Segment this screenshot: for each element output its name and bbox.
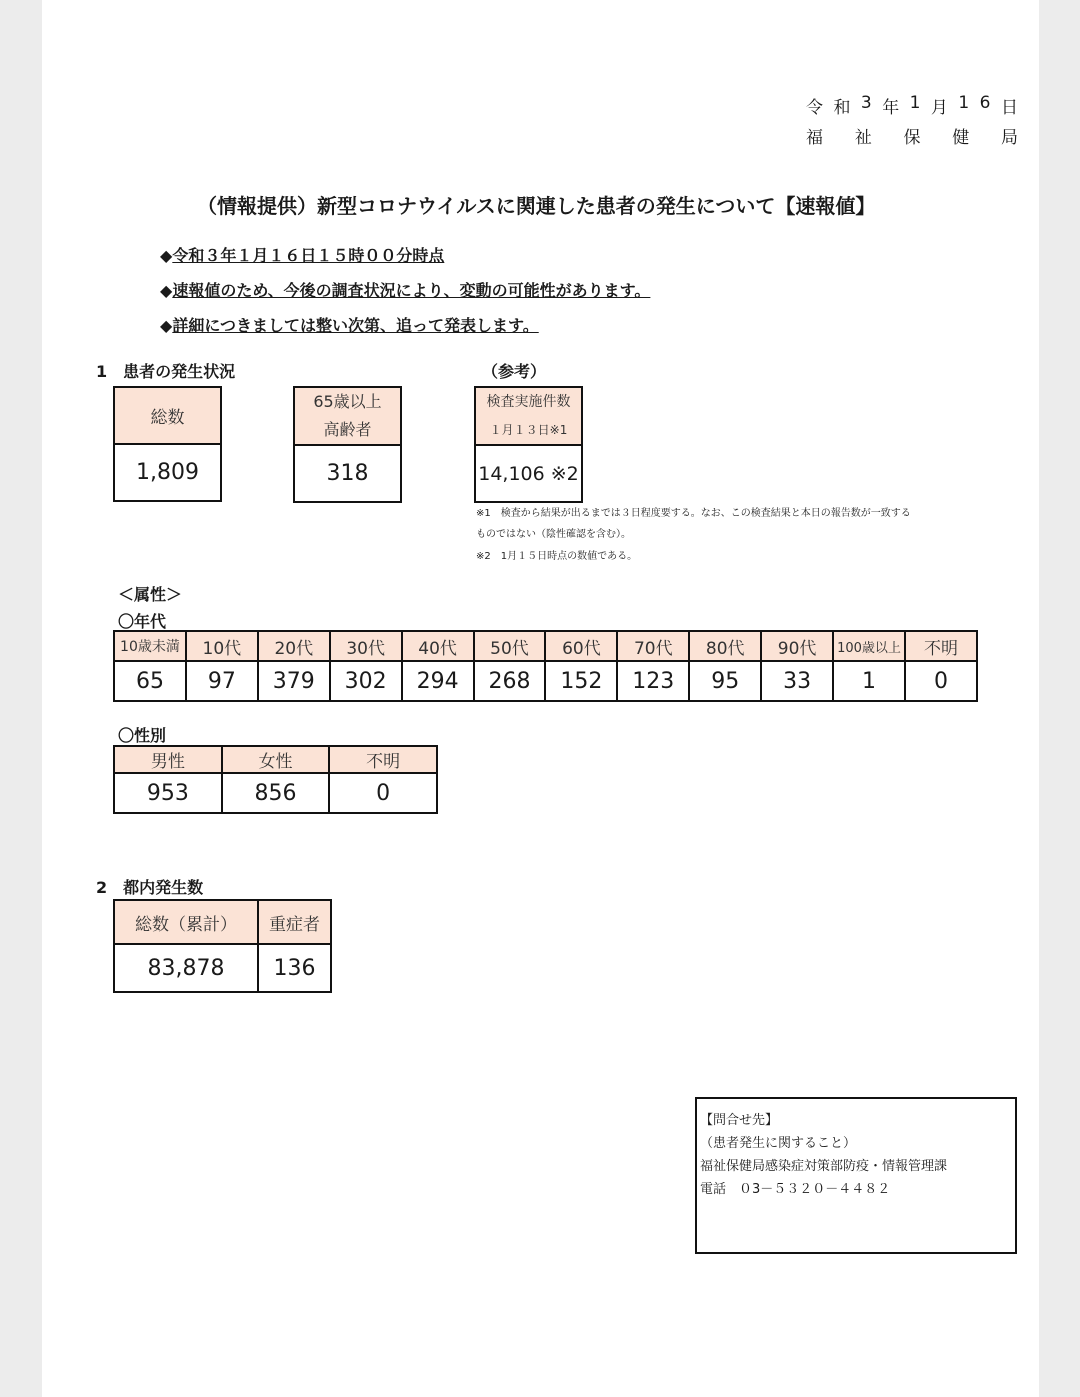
date-char: 1 [909, 93, 921, 113]
issue-date [806, 93, 1018, 118]
age-value: 1 [833, 661, 905, 701]
org-char: 局 [1001, 128, 1018, 148]
cumulative-total-label: 総数（累計） [114, 900, 258, 944]
contact-department: 福祉保健局感染症対策部防疫・情報管理課 [700, 1159, 948, 1174]
age-header: 30代 [330, 631, 402, 661]
gender-header: 女性 [222, 746, 330, 773]
age-header: 60代 [545, 631, 617, 661]
org-char: 保 [903, 128, 921, 148]
bullet-text: 令和３年１月１６日１５時００分時点 [172, 246, 445, 265]
date-char: 年 [882, 98, 900, 118]
severe-cases-label: 重症者 [258, 900, 331, 944]
age-header: 70代 [617, 631, 689, 661]
tests-value: 14,106 ※2 [475, 445, 582, 502]
contact-phone: 電話 ０3－５３２０－４４８２ [700, 1182, 891, 1197]
age-value: 302 [330, 661, 402, 701]
age-value: 0 [905, 661, 977, 701]
total-label: 総数 [114, 387, 221, 444]
gender-header: 男性 [114, 746, 222, 773]
bullet-marker: ◆ [160, 246, 173, 265]
age-table [113, 630, 978, 702]
cumulative-total-value: 83,878 [114, 944, 258, 992]
date-char: 日 [1000, 98, 1018, 118]
footnote-1: ※1 検査から結果が出るまでは３日程度要する。なお、この検査結果と本日の報告数が一致する [476, 508, 911, 519]
attributes-heading: ＜属性＞ [118, 585, 183, 604]
gender-table [113, 745, 438, 814]
age-value: 379 [258, 661, 330, 701]
age-header: 100歳以上 [833, 631, 905, 661]
age-value: 97 [186, 661, 258, 701]
age-value: 268 [474, 661, 546, 701]
age-value: 152 [545, 661, 617, 701]
age-header: 50代 [474, 631, 546, 661]
age-value: 95 [689, 661, 761, 701]
elderly-label-line1: 65歳以上 [313, 392, 382, 411]
bullet-timestamp [160, 243, 444, 266]
age-value: 123 [617, 661, 689, 701]
date-char: 令 [806, 98, 823, 118]
elderly-label [294, 387, 401, 445]
tokyo-cases-table [113, 899, 332, 993]
date-char: 和 [833, 98, 851, 118]
date-char: 6 [979, 93, 991, 113]
contact-subject: （患者発生に関すること） [700, 1136, 857, 1151]
age-header: 10代 [186, 631, 258, 661]
footnote-1-continued: ものではない（陰性確認を含む）。 [476, 529, 631, 540]
reference-label: （参考） [482, 362, 547, 381]
date-char: 1 [958, 93, 970, 113]
age-heading: 〇年代 [118, 612, 167, 631]
tests-table [474, 386, 583, 503]
gender-value: 856 [222, 773, 330, 813]
elderly-patients-table [293, 386, 402, 503]
bullet-preliminary-notice [160, 278, 650, 301]
contact-title: 【問合せ先】 [700, 1113, 779, 1128]
age-header: 10歳未満 [114, 631, 186, 661]
org-char: 福 [806, 128, 823, 148]
age-header: 40代 [402, 631, 474, 661]
elderly-label-line2: 高齢者 [323, 420, 372, 439]
age-value: 65 [114, 661, 186, 701]
gender-heading: 〇性別 [118, 726, 167, 745]
severe-cases-value: 136 [258, 944, 331, 992]
total-value: 1,809 [114, 444, 221, 501]
contact-box [695, 1097, 1017, 1254]
bullet-marker: ◆ [160, 281, 173, 300]
document-title: （情報提供）新型コロナウイルスに関連した患者の発生について【速報値】 [197, 194, 876, 218]
gender-value: 953 [114, 773, 222, 813]
issuing-organization [806, 123, 1018, 148]
bullet-text: 速報値のため、今後の調査状況により、変動の可能性があります。 [172, 281, 651, 300]
date-char: 3 [860, 93, 872, 113]
age-header: 不明 [905, 631, 977, 661]
date-char: 月 [930, 98, 948, 118]
total-patients-table [113, 386, 222, 502]
age-header: 90代 [761, 631, 833, 661]
section1-heading: 1 患者の発生状況 [96, 362, 236, 381]
document-page [42, 0, 1039, 1397]
org-char: 健 [952, 128, 970, 148]
gender-value: 0 [329, 773, 437, 813]
age-value: 33 [761, 661, 833, 701]
gender-header: 不明 [329, 746, 437, 773]
bullet-text: 詳細につきましては整い次第、追って発表します。 [172, 316, 539, 335]
age-header: 80代 [689, 631, 761, 661]
elderly-value: 318 [294, 445, 401, 502]
bullet-marker: ◆ [160, 316, 173, 335]
footnote-2: ※2 1月１５日時点の数値である。 [476, 551, 638, 562]
tests-label-line1: 検査実施件数 [486, 394, 571, 410]
section2-heading: 2 都内発生数 [96, 878, 204, 897]
org-char: 祉 [854, 128, 872, 148]
tests-label-line2: １月１３日※1 [489, 423, 568, 437]
bullet-details-notice [160, 313, 539, 336]
age-value: 294 [402, 661, 474, 701]
tests-label [475, 387, 582, 445]
age-header: 20代 [258, 631, 330, 661]
